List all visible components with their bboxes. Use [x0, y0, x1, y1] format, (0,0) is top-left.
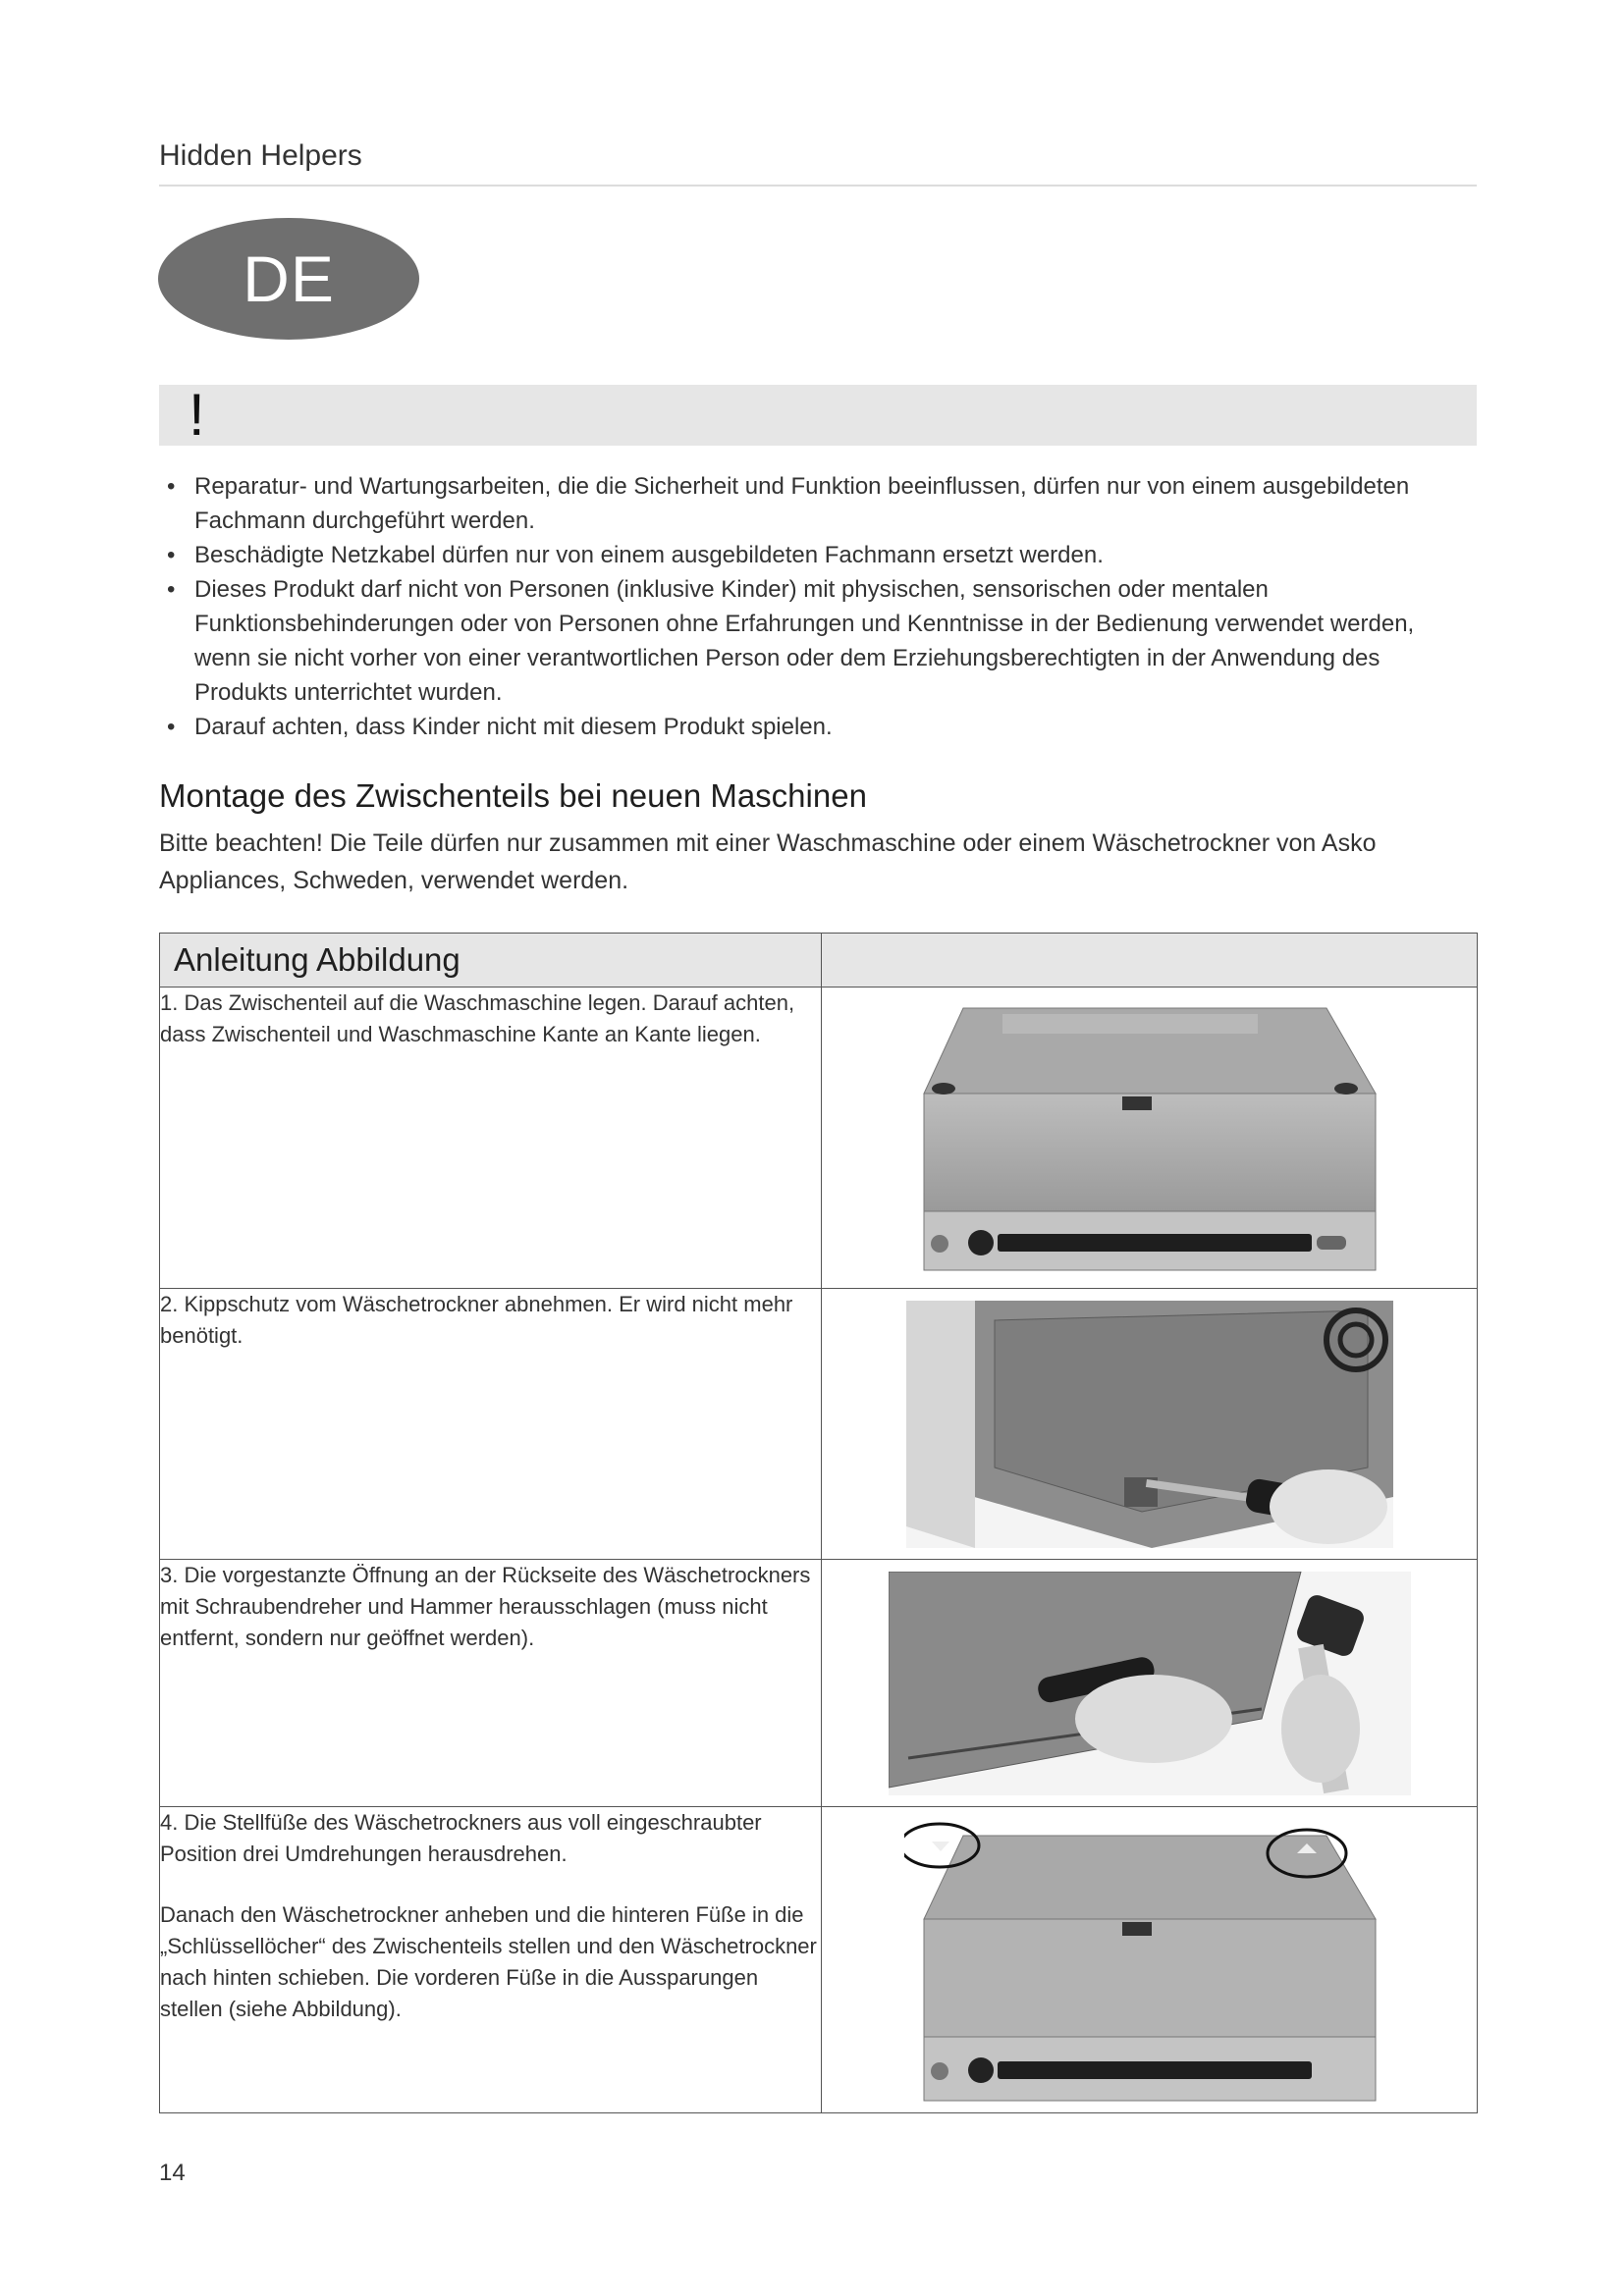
instructions-table	[159, 933, 1478, 2113]
table-header-cell: Anleitung Abbildung	[160, 934, 822, 988]
warning-item: • Dieses Produkt darf nicht von Personen (inklusive Kinder) mit physischen, sensorischen oder mentalen Funktionsbehinderungen oder von Personen ohne Erfahrungen und Kenntnisse in der Bedienung verwendet werden, wenn sie nicht vorher von einer verantwortlichen Person oder dem Erziehungsberechtigten in der Anwendung des Produkts unterrichtet wurden.	[159, 572, 1435, 710]
table-row	[160, 988, 1478, 1289]
warning-item: • Beschädigte Netzkabel dürfen nur von einem ausgebildeten Fachmann ersetzt werden.	[159, 538, 1435, 572]
page-number: 14	[159, 2160, 186, 2186]
table-row	[160, 1560, 1478, 1807]
warning-item: • Darauf achten, dass Kinder nicht mit diesem Produkt spielen.	[159, 710, 1435, 744]
step-text-cell	[160, 988, 822, 1289]
step-text-cell	[160, 1289, 822, 1560]
step-4-text-continued: Danach den Wäschetrockner anheben und die hinteren Füße in die „Schlüssellöcher“ des Zwischenteils stellen und den Wäschetrockner nach hinten schieben. Die vorderen Füße in die Aussparungen stellen (siehe Abbildung).	[160, 1902, 817, 2021]
warning-list	[159, 469, 1435, 744]
section-heading: Montage des Zwischenteils bei neuen Maschinen	[159, 777, 867, 814]
language-badge: DE	[158, 218, 419, 340]
step-figure-cell	[822, 1807, 1478, 2113]
header-divider	[159, 185, 1477, 187]
remove-tip-guard-image	[906, 1301, 1393, 1548]
knock-out-opening-image	[889, 1572, 1411, 1795]
pedestal-on-washer-image	[904, 1000, 1395, 1275]
step-3-text: 3. Die vorgestanzte Öffnung an der Rückseite des Wäschetrockners mit Schraubendreher und Hammer herausschlagen (muss nicht entfernt, sondern nur geöffnet werden).	[160, 1563, 811, 1650]
step-text-cell	[160, 1807, 822, 2113]
warning-bar	[159, 382, 1477, 448]
table-row	[160, 1289, 1478, 1560]
warning-item: • Reparatur- und Wartungsarbeiten, die die Sicherheit und Funktion beeinflussen, dürfen nur von einem ausgebildeten Fachmann durchgeführt werden.	[159, 469, 1435, 538]
step-figure-cell	[822, 1560, 1478, 1807]
exclamation-icon: !	[189, 382, 205, 448]
dryer-feet-keyholes-image	[904, 1816, 1395, 2105]
document-header-title: Hidden Helpers	[159, 139, 362, 172]
table-header-empty-cell	[822, 934, 1478, 988]
step-1-text: 1. Das Zwischenteil auf die Waschmaschine legen. Darauf achten, dass Zwischenteil und Waschmaschine Kante an Kante liegen.	[160, 990, 795, 1046]
table-header-row	[160, 934, 1478, 988]
section-intro: Bitte beachten! Die Teile dürfen nur zusammen mit einer Waschmaschine oder einem Wäschetrockner von Asko Appliances, Schweden, verwendet werden.	[159, 829, 1377, 894]
step-figure-cell	[822, 1289, 1478, 1560]
step-text-cell	[160, 1560, 822, 1807]
step-2-text: 2. Kippschutz vom Wäschetrockner abnehmen. Er wird nicht mehr benötigt.	[160, 1292, 793, 1348]
step-figure-cell	[822, 988, 1478, 1289]
table-row	[160, 1807, 1478, 2113]
step-4-text: 4. Die Stellfüße des Wäschetrockners aus voll eingeschraubter Position drei Umdrehungen herausdrehen.	[160, 1810, 762, 1866]
